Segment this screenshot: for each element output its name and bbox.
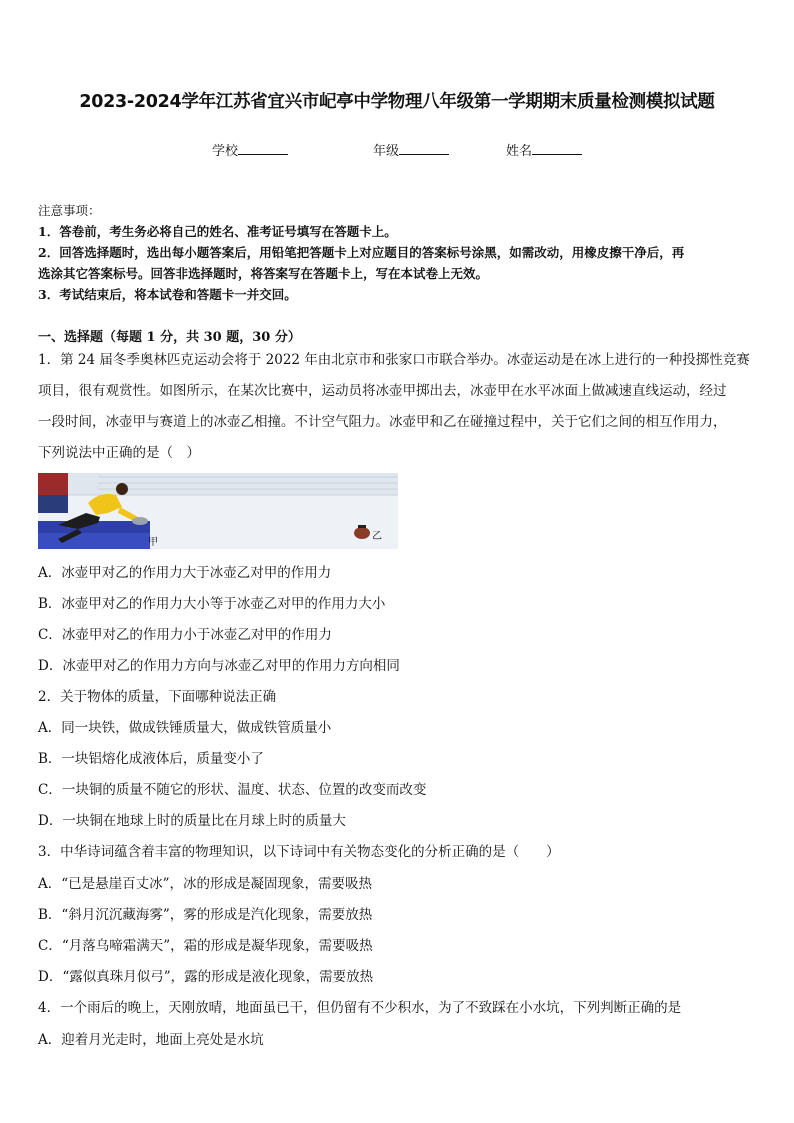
question-line: 一段时间，冰壶甲与赛道上的冰壶乙相撞。不计空气阻力。冰壶甲和乙在碰撞过程中，关于它们之间的相互作用力，: [38, 414, 727, 430]
option: A．迎着月光走时，地面上亮处是水坑: [38, 1032, 264, 1048]
notice-item: 选涂其它答案标号。回答非选择题时，将答案写在答题卡上，写在本试卷上无效。: [38, 266, 489, 281]
grade-blank: [399, 142, 449, 155]
stone-b-label: 乙: [372, 531, 382, 542]
student-info-fields: [0, 140, 794, 160]
question-line: 1．第 24 届冬季奥林匹克运动会将于 2022 年由北京市和张家口市联合举办。冰壶运动是在冰上进行的一种投掷性竞赛: [38, 352, 750, 368]
grade-label: 年级: [373, 144, 400, 159]
question-4-stem: 4．一个雨后的晚上，天刚放晴，地面虽已干，但仍留有不少积水，为了不致踩在小水坑，下列判断正确的是: [38, 1000, 682, 1016]
school-field: [212, 140, 288, 159]
option: B．冰壶甲对乙的作用力大小等于冰壶乙对甲的作用力大小: [38, 596, 386, 612]
option: C．冰壶甲对乙的作用力小于冰壶乙对甲的作用力: [38, 627, 332, 643]
option: D．冰壶甲对乙的作用力方向与冰壶乙对甲的作用力方向相同: [38, 658, 400, 674]
stone-a-label: 甲: [148, 537, 158, 548]
curling-illustration: [38, 473, 398, 549]
name-label: 姓名: [506, 144, 533, 159]
notice-item: 1．答卷前，考生务必将自己的姓名、准考证号填写在答题卡上。: [38, 224, 397, 239]
option: A．冰壶甲对乙的作用力大于冰壶乙对甲的作用力: [38, 565, 332, 581]
question-2-stem: 2．关于物体的质量，下面哪种说法正确: [38, 689, 277, 705]
question-line: 项目，很有观赏性。如图所示，在某次比赛中，运动员将冰壶甲掷出去，冰壶甲在水平冰面上做减速直线运动，经过: [38, 383, 727, 399]
notice-block: [38, 200, 758, 305]
name-blank: [532, 142, 582, 155]
option: B．“斜月沉沉藏海雾”，雾的形成是汽化现象，需要放热: [38, 907, 373, 923]
school-label: 学校: [212, 144, 239, 159]
question-3-stem: 3．中华诗词蕴含着丰富的物理知识，以下诗词中有关物态变化的分析正确的是（ ）: [38, 844, 560, 860]
section-heading: 一、选择题（每题 1 分，共 30 题，30 分）: [38, 330, 301, 345]
exam-title: 2023-2024学年江苏省宜兴市屺亭中学物理八年级第一学期期末质量检测模拟试题: [79, 92, 715, 112]
option: B．一块铝熔化成液体后，质量变小了: [38, 751, 264, 767]
option: A．“已是悬崖百丈冰”，冰的形成是凝固现象，需要吸热: [38, 876, 373, 892]
question-line: 下列说法中正确的是（ ）: [38, 445, 200, 461]
notice-item: 2．回答选择题时，选出每小题答案后，用铅笔把答题卡上对应题目的答案标号涂黑，如需改动，用橡皮擦干净后，再: [38, 245, 685, 260]
option: C．“月落乌啼霜满天”，霜的形成是凝华现象，需要吸热: [38, 938, 373, 954]
curling-figure: [38, 473, 398, 549]
name-field: [506, 140, 582, 159]
school-blank: [238, 142, 288, 155]
question-1-stem: [38, 345, 758, 469]
option: A．同一块铁，做成铁锤质量大，做成铁管质量小: [38, 720, 332, 736]
option: C．一块铜的质量不随它的形状、温度、状态、位置的改变而改变: [38, 782, 427, 798]
notice-item: 3．考试结束后，将本试卷和答题卡一并交回。: [38, 287, 297, 302]
notice-heading: 注意事项：: [38, 203, 101, 218]
option: D．一块铜在地球上时的质量比在月球上时的质量大: [38, 813, 346, 829]
option: D．“露似真珠月似弓”，露的形成是液化现象，需要放热: [38, 969, 374, 985]
grade-field: [373, 140, 449, 159]
